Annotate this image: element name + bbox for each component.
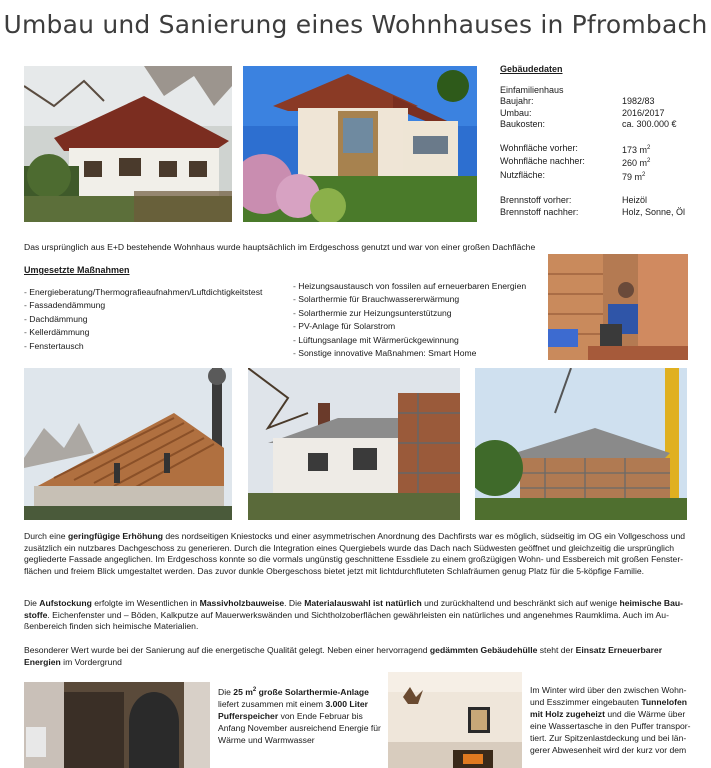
data-row: Umbau: 2016/2017 [500,107,665,118]
photo-house-before [24,66,232,222]
photo-roof-construction [24,368,232,520]
list-item: - Energieberatung/Thermografieaufnahmen/Luftdichtigkeitstest [24,286,294,299]
photo-scaffold-facade [248,368,460,520]
list-item: - Dachdämmung [24,313,294,326]
paragraph-energy: Besonderer Wert wurde bei der Sanierung auf die energetische Qualität gelegt. Neben einer hervorragend gedämmten Gebäudehülle steht der Einsatz Erneuerbarer Energien im Vordergrund [24,645,663,667]
building-data-panel [500,64,700,218]
building-type: Einfamilienhaus [500,84,564,95]
measures-list-right [293,280,548,360]
data-row: Baukosten: ca. 300.000 € [500,119,677,129]
list-item: - Sonstige innovative Maßnahmen: Smart Home [293,347,548,360]
paragraph-solar-thermal: Die 25 $m^2$ große Solarthermie-Anlage liefert zusammen mit einem 3.000 Liter Pufferspeicher von Ende Februar bis Anfang November ausreichend Energie für Wärme und Warmwasser [218,686,381,745]
paragraph-winter-heating: Im Winter wird über den zwischen Wohn- und Esszimmer eingebauten Tunnelofen mit Holz zugeheizt und die Wärme über eine Wassertasche in den Puffer transportiert. Zur Spitzenlastdeckung und bei längerer Abwesenheit wird der kurz vor dem [530,685,691,755]
data-row: Wohnfläche vorher: 173 $m^2$ [500,142,651,155]
list-item: - Kellerdämmung [24,326,294,339]
page-title: Umbau und Sanierung eines Wohnhauses in Pfrombach [3,10,708,39]
list-item: - Heizungsaustausch von fossilen auf erneuerbaren Energien [293,280,548,293]
building-data-heading: Gebäudedaten [500,64,563,74]
paragraph-roof-extension: Durch eine geringfügige Erhöhung des nordseitigen Kniestocks und einer asymmetrischen Anordnung des Dachfirsts war es möglich, südseitig im OG ein Vollgeschoss und zusätzlich ein nutzbares Dachgeschoss zu generieren. Durch die Integration eines Quergiebels wurde das Dach nach Südwesten geöffnet und gleichzeitig die ursprünglich gegliederte Fassade angeglichen. Im Erdgeschoss konnte so die vormals ungünstig geschnittene Essdiele zu einem großzügigen Wohn- und Essbereich mit großen Fensterflächen und freiem Blick umgestaltet werden. Das zuvor dunkle Obergeschoss bietet jetzt mit lichtdurchfluteten Schlafräumen genug Platz für die 5-köpfige Familie. [24,531,686,576]
building-data-group-2 [500,143,700,184]
measures-list-left [24,286,294,353]
data-row: Baujahr: 1982/83 [500,96,655,106]
data-row: Brennstoff vorher: Heizöl [500,195,648,205]
data-row: Brennstoff nachher: Holz, Sonne, Öl [500,206,686,217]
photo-worker-masonry [548,254,688,360]
list-item: - PV-Anlage für Solarstrom [293,320,548,333]
list-item: - Solarthermie zur Heizungsunterstützung [293,307,548,320]
photo-buffer-tank [24,682,210,768]
intro-text: Das ursprünglich aus E+D bestehende Wohnhaus wurde hauptsächlich im Erdgeschoss genutzt und war von einer großen Dachfläche [24,242,536,252]
photo-house-after [243,66,477,222]
data-row: Nutzfläche: 79 $m^2$ [500,169,646,182]
list-item: - Solarthermie für Brauchwassererwärmung [293,293,548,306]
measures-heading: Umgesetzte Maßnahmen [24,265,130,275]
data-row: Wohnfläche nachher: 260 $m^2$ [500,156,651,168]
building-data-group-3 [500,195,700,218]
photo-crane-construction [475,368,687,520]
photo-tunnel-stove [388,672,522,768]
list-item: - Fenstertausch [24,340,294,353]
list-item: - Lüftungsanlage mit Wärmerückgewinnung [293,334,548,347]
paragraph-materials: Die Aufstockung erfolgte im Wesentlichen in Massivholzbauweise. Die Materialauswahl ist natürlich und zurückhaltend und beschränkt sich auf wenige heimische Baustoffe. Eichenfenster und – Böden, Kalkputze auf Mauerwerkswänden und Sichtholzoberflächen gewährleisten ein natürliches und angenehmes Raumklima. Auch im Außenbereich finden sich heimische Materialien. [24,598,684,632]
building-data-group-1 [500,96,700,131]
list-item: - Fassadendämmung [24,299,294,312]
